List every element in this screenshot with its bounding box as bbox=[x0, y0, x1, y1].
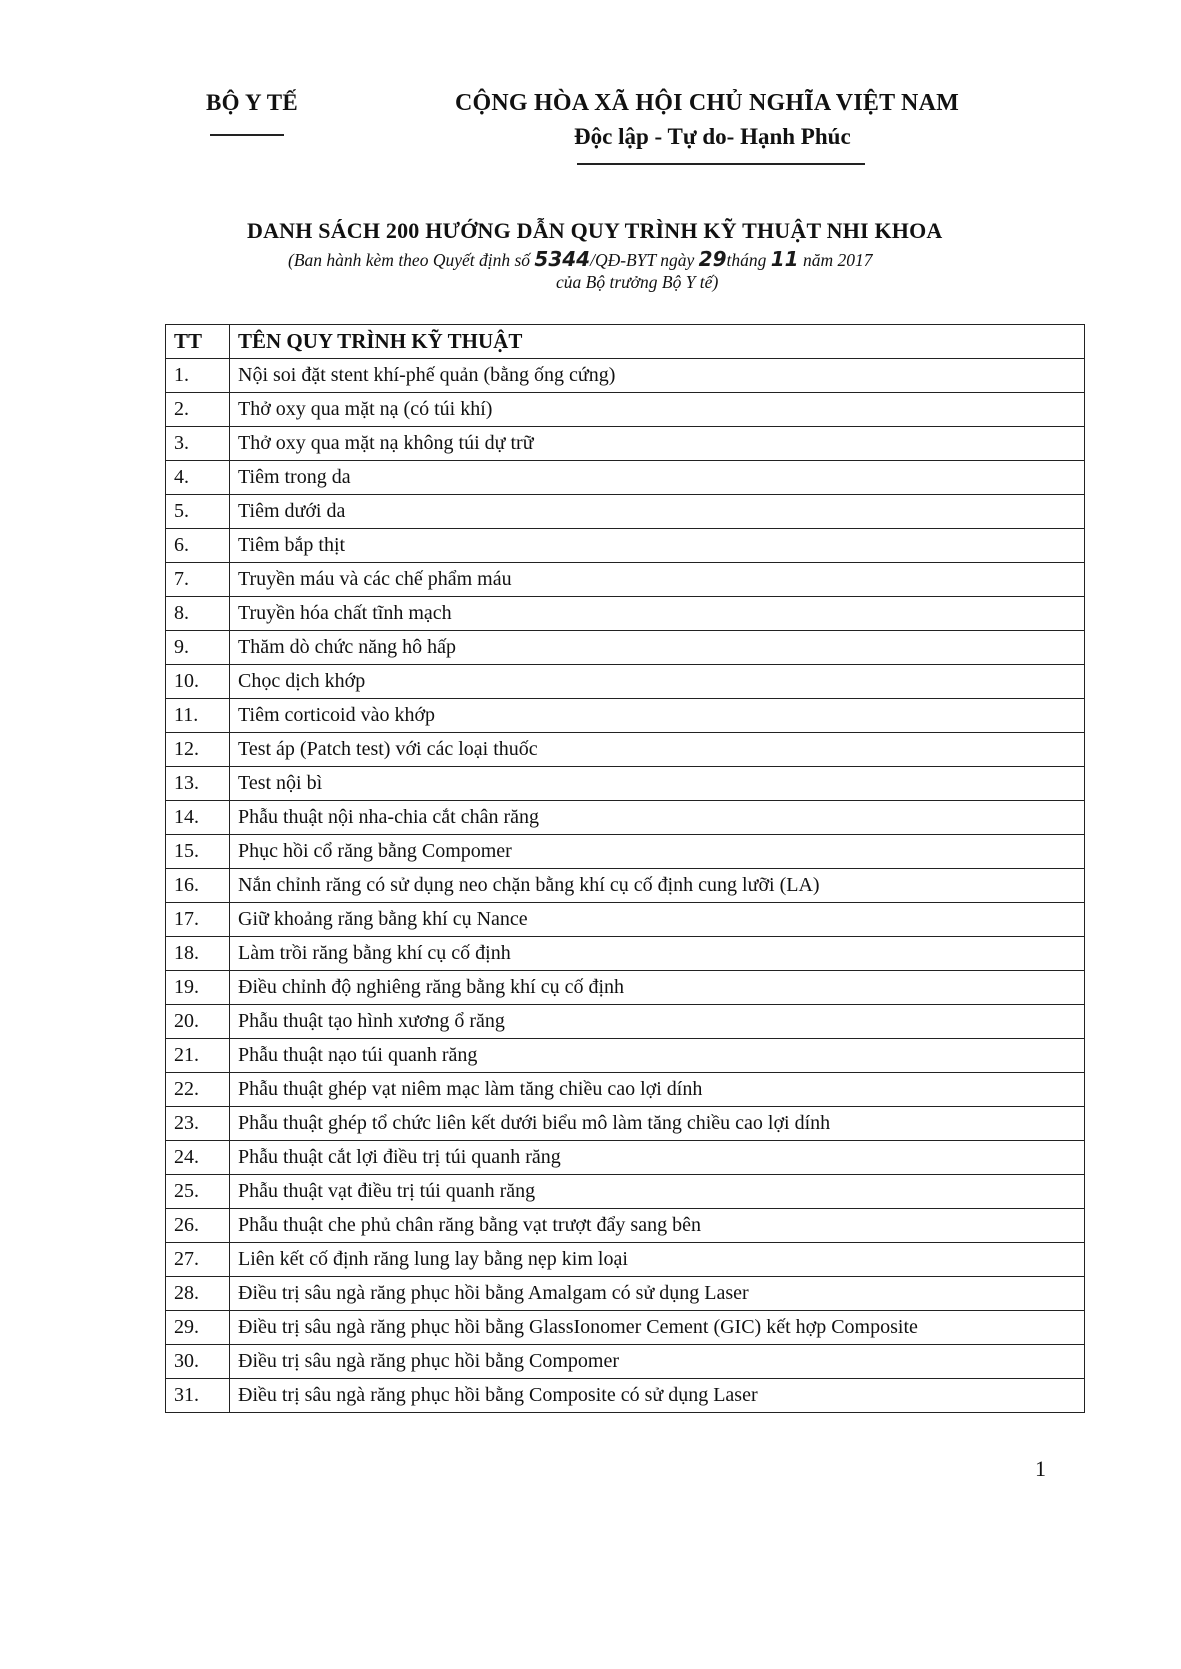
table-row bbox=[166, 733, 1085, 767]
table-row bbox=[166, 1107, 1085, 1141]
procedure-name: Chọc dịch khớp bbox=[230, 665, 1085, 699]
row-number: 3. bbox=[166, 427, 230, 461]
table-row bbox=[166, 971, 1085, 1005]
row-number: 14. bbox=[166, 801, 230, 835]
row-number: 22. bbox=[166, 1073, 230, 1107]
procedure-name: Phẫu thuật nội nha-chia cắt chân răng bbox=[230, 801, 1085, 835]
table-row bbox=[166, 1039, 1085, 1073]
procedure-name: Thở oxy qua mặt nạ không túi dự trữ bbox=[230, 427, 1085, 461]
procedure-name: Truyền máu và các chế phẩm máu bbox=[230, 563, 1085, 597]
table-row bbox=[166, 699, 1085, 733]
table-row bbox=[166, 495, 1085, 529]
procedure-name: Tiêm trong da bbox=[230, 461, 1085, 495]
row-number: 13. bbox=[166, 767, 230, 801]
row-number: 2. bbox=[166, 393, 230, 427]
table-row bbox=[166, 1005, 1085, 1039]
table-row bbox=[166, 767, 1085, 801]
org-underline bbox=[210, 134, 284, 136]
procedure-name: Nội soi đặt stent khí-phế quản (bằng ống cứng) bbox=[230, 359, 1085, 393]
procedure-name: Nắn chỉnh răng có sử dụng neo chặn bằng khí cụ cố định cung lưỡi (LA) bbox=[230, 869, 1085, 903]
procedure-name: Liên kết cố định răng lung lay bằng nẹp kim loại bbox=[230, 1243, 1085, 1277]
table-row bbox=[166, 563, 1085, 597]
table-row bbox=[166, 393, 1085, 427]
procedure-name: Tiêm corticoid vào khớp bbox=[230, 699, 1085, 733]
table-row bbox=[166, 1175, 1085, 1209]
national-motto: Độc lập - Tự do- Hạnh Phúc bbox=[574, 124, 851, 149]
motto-underline bbox=[577, 163, 865, 165]
procedure-name: Điều trị sâu ngà răng phục hồi bằng Composite có sử dụng Laser bbox=[230, 1379, 1085, 1413]
row-number: 19. bbox=[166, 971, 230, 1005]
table-row bbox=[166, 903, 1085, 937]
procedure-name: Phẫu thuật che phủ chân răng bằng vạt trượt đẩy sang bên bbox=[230, 1209, 1085, 1243]
row-number: 30. bbox=[166, 1345, 230, 1379]
table-row bbox=[166, 529, 1085, 563]
decision-month: 11 bbox=[770, 247, 799, 271]
row-number: 5. bbox=[166, 495, 230, 529]
table-row bbox=[166, 1243, 1085, 1277]
subtitle-mid2: tháng bbox=[726, 250, 771, 270]
decision-day: 29 bbox=[698, 247, 727, 271]
table-row bbox=[166, 461, 1085, 495]
row-number: 4. bbox=[166, 461, 230, 495]
table-row bbox=[166, 1073, 1085, 1107]
procedure-name: Phục hồi cổ răng bằng Compomer bbox=[230, 835, 1085, 869]
row-number: 16. bbox=[166, 869, 230, 903]
row-number: 8. bbox=[166, 597, 230, 631]
procedure-name: Làm trồi răng bằng khí cụ cố định bbox=[230, 937, 1085, 971]
header-tt: TT bbox=[166, 325, 230, 359]
row-number: 28. bbox=[166, 1277, 230, 1311]
procedure-name: Test áp (Patch test) với các loại thuốc bbox=[230, 733, 1085, 767]
row-number: 9. bbox=[166, 631, 230, 665]
row-number: 7. bbox=[166, 563, 230, 597]
procedure-name: Tiêm dưới da bbox=[230, 495, 1085, 529]
table-row bbox=[166, 427, 1085, 461]
page-number: 1 bbox=[1035, 1456, 1046, 1481]
subtitle-prefix: (Ban hành kèm theo Quyết định số bbox=[288, 250, 535, 270]
national-title: CỘNG HÒA XÃ HỘI CHỦ NGHĨA VIỆT NAM bbox=[455, 90, 959, 116]
procedure-name: Thở oxy qua mặt nạ (có túi khí) bbox=[230, 393, 1085, 427]
document-title: DANH SÁCH 200 HƯỚNG DẪN QUY TRÌNH KỸ THUẬT NHI KHOA bbox=[247, 218, 943, 243]
table-row bbox=[166, 869, 1085, 903]
procedure-name: Phẫu thuật ghép vạt niêm mạc làm tăng chiều cao lợi dính bbox=[230, 1073, 1085, 1107]
row-number: 12. bbox=[166, 733, 230, 767]
table-row bbox=[166, 835, 1085, 869]
procedure-name: Phẫu thuật nạo túi quanh răng bbox=[230, 1039, 1085, 1073]
row-number: 15. bbox=[166, 835, 230, 869]
subtitle-mid1: /QĐ-BYT ngày bbox=[590, 250, 699, 270]
row-number: 1. bbox=[166, 359, 230, 393]
table-row bbox=[166, 1209, 1085, 1243]
procedure-name: Test nội bì bbox=[230, 767, 1085, 801]
procedure-name: Điều trị sâu ngà răng phục hồi bằng GlassIonomer Cement (GIC) kết hợp Composite bbox=[230, 1311, 1085, 1345]
row-number: 29. bbox=[166, 1311, 230, 1345]
procedure-name: Điều chỉnh độ nghiêng răng bằng khí cụ cố định bbox=[230, 971, 1085, 1005]
procedure-name: Phẫu thuật vạt điều trị túi quanh răng bbox=[230, 1175, 1085, 1209]
table-body bbox=[166, 359, 1085, 1413]
table-row bbox=[166, 1345, 1085, 1379]
row-number: 21. bbox=[166, 1039, 230, 1073]
row-number: 23. bbox=[166, 1107, 230, 1141]
procedure-name: Phẫu thuật tạo hình xương ổ răng bbox=[230, 1005, 1085, 1039]
row-number: 18. bbox=[166, 937, 230, 971]
document-subtitle-line2: của Bộ trưởng Bộ Y tế) bbox=[556, 272, 719, 292]
decision-number: 5344 bbox=[534, 247, 591, 271]
table-row bbox=[166, 1311, 1085, 1345]
row-number: 25. bbox=[166, 1175, 230, 1209]
row-number: 24. bbox=[166, 1141, 230, 1175]
row-number: 20. bbox=[166, 1005, 230, 1039]
procedure-name: Truyền hóa chất tĩnh mạch bbox=[230, 597, 1085, 631]
table-row bbox=[166, 1379, 1085, 1413]
procedure-name: Phẫu thuật cắt lợi điều trị túi quanh răng bbox=[230, 1141, 1085, 1175]
issuing-organization: BỘ Y TẾ bbox=[206, 90, 298, 115]
procedures-table bbox=[165, 324, 1085, 1413]
procedure-name: Thăm dò chức năng hô hấp bbox=[230, 631, 1085, 665]
header-procedure-name: TÊN QUY TRÌNH KỸ THUẬT bbox=[230, 325, 1085, 359]
table-row bbox=[166, 665, 1085, 699]
table-row bbox=[166, 631, 1085, 665]
table-row bbox=[166, 801, 1085, 835]
row-number: 27. bbox=[166, 1243, 230, 1277]
row-number: 26. bbox=[166, 1209, 230, 1243]
procedure-name: Điều trị sâu ngà răng phục hồi bằng Amalgam có sử dụng Laser bbox=[230, 1277, 1085, 1311]
procedure-name: Phẫu thuật ghép tổ chức liên kết dưới biểu mô làm tăng chiều cao lợi dính bbox=[230, 1107, 1085, 1141]
procedure-name: Điều trị sâu ngà răng phục hồi bằng Compomer bbox=[230, 1345, 1085, 1379]
row-number: 31. bbox=[166, 1379, 230, 1413]
row-number: 6. bbox=[166, 529, 230, 563]
procedure-name: Giữ khoảng răng bằng khí cụ Nance bbox=[230, 903, 1085, 937]
table-row bbox=[166, 359, 1085, 393]
procedure-name: Tiêm bắp thịt bbox=[230, 529, 1085, 563]
table-row bbox=[166, 1141, 1085, 1175]
table-row bbox=[166, 597, 1085, 631]
row-number: 11. bbox=[166, 699, 230, 733]
row-number: 10. bbox=[166, 665, 230, 699]
table-row bbox=[166, 937, 1085, 971]
table-header-row bbox=[166, 325, 1085, 359]
row-number: 17. bbox=[166, 903, 230, 937]
document-subtitle-line1 bbox=[288, 247, 872, 271]
table-row bbox=[166, 1277, 1085, 1311]
subtitle-suffix: năm 2017 bbox=[798, 250, 873, 270]
